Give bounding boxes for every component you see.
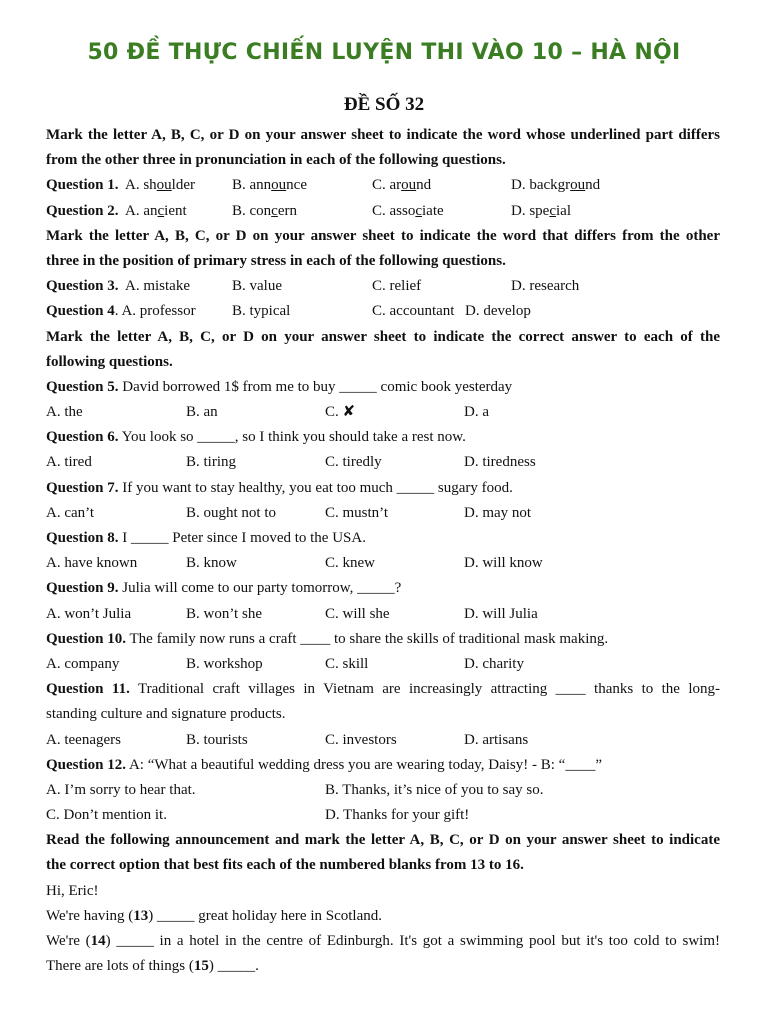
question-5: [46, 375, 720, 400]
question-11-line2: standing culture and signature products.: [46, 706, 286, 723]
question-label: Question 1.: [46, 177, 119, 194]
passage-line-15: There are lots of things (15) _____.: [46, 958, 259, 975]
option-b: B. announce: [232, 177, 307, 194]
question-text: The family now runs a craft ____ to share the skills of traditional mask making.: [126, 630, 609, 647]
option-d: D. charity: [464, 655, 524, 672]
section1-instruction-line1: Mark the letter A, B, C, or D on your answer sheet to indicate the word whose underlined part differs: [46, 127, 720, 143]
option-d: D. Thanks for your gift!: [325, 807, 470, 824]
section4-instruction-line1: Read the following announcement and mark the letter A, B, C, or D on your answer sheet to indicate: [46, 832, 720, 849]
option-b: B. know: [186, 555, 237, 572]
option-a: A. won’t Julia: [46, 605, 132, 622]
option-a: A. mistake: [125, 278, 190, 295]
passage-line-13: We're having (13) _____ great holiday here in Scotland.: [46, 907, 382, 924]
question-6: [46, 425, 720, 450]
option-a: A. teenagers: [46, 731, 121, 748]
question-11: [46, 677, 720, 702]
question-10: [46, 627, 720, 652]
question-text: Julia will come to our party tomorrow, _____?: [118, 580, 402, 597]
question-text: If you want to stay healthy, you eat too much _____ sugary food.: [118, 479, 513, 496]
question-1: [46, 173, 720, 198]
option-c: C. skill: [325, 655, 369, 672]
question-12-options-cd: [46, 803, 720, 828]
question-9-options: [46, 602, 720, 627]
option-a: A. company: [46, 655, 120, 672]
option-a: A. shoulder: [125, 177, 195, 194]
option-d: D. background: [511, 177, 601, 194]
question-label: Question 5.: [46, 378, 119, 395]
exam-body: [46, 123, 720, 979]
option-b: B. won’t she: [186, 605, 262, 622]
question-2: [46, 199, 720, 224]
option-b: B. workshop: [186, 655, 263, 672]
option-b: B. Thanks, it’s nice of you to say so.: [325, 781, 544, 798]
option-a: A. I’m sorry to hear that.: [46, 781, 196, 798]
question-9: [46, 576, 720, 601]
option-c: C. tiredly: [325, 454, 382, 471]
option-d: D. may not: [464, 504, 532, 521]
option-d: D. develop: [465, 303, 531, 320]
question-label: Question 10.: [46, 630, 127, 647]
question-label: Question 11.: [46, 681, 130, 698]
question-6-options: [46, 450, 720, 475]
option-a: A. tired: [46, 454, 92, 471]
option-b: B. tourists: [186, 731, 248, 748]
passage-line-14: We're (14) _____ in a hotel in the centre of Edinburgh. It's got a swimming pool but it's too cold to swim!: [46, 933, 721, 949]
option-c: C. associate: [372, 202, 444, 219]
passage-greeting: Hi, Eric!: [46, 882, 99, 899]
option-b: B. tiring: [186, 454, 237, 471]
option-d: D. research: [511, 278, 580, 295]
question-label: Question 12.: [46, 756, 127, 773]
option-c: C. investors: [325, 731, 397, 748]
option-b: B. value: [232, 278, 282, 295]
option-c: C. around: [372, 177, 432, 194]
option-a: . A. professor: [114, 303, 196, 320]
question-label: Question 4: [46, 303, 115, 320]
question-label: Question 7.: [46, 479, 119, 496]
option-d: D. a: [464, 404, 489, 421]
question-12: [46, 753, 720, 778]
option-a: A. ancient: [125, 202, 187, 219]
question-label: Question 8.: [46, 530, 119, 546]
section2-instruction-line1: Mark the letter A, B, C, or D on your answer sheet to indicate the word that differs from the other: [46, 227, 720, 244]
option-c: C. ✘: [325, 404, 356, 421]
section4-instruction-line2: the correct option that best fits each of the numbered blanks from 13 to 16.: [46, 857, 524, 874]
document-header-title: 50 ĐỀ THỰC CHIẾN LUYỆN THI VÀO 10 – HÀ NỘI: [87, 40, 681, 65]
option-a: A. the: [46, 404, 83, 421]
option-d: D. artisans: [464, 731, 529, 748]
question-4: [46, 299, 720, 324]
exam-number: ĐỀ SỐ 32: [343, 94, 425, 115]
option-c: C. Don’t mention it.: [46, 807, 167, 824]
option-b: B. typical: [232, 303, 291, 320]
question-10-options: [46, 652, 720, 677]
option-b: B. an: [186, 404, 218, 421]
option-d: D. will know: [464, 555, 543, 572]
option-c: C. relief: [372, 278, 422, 295]
question-text: You look so _____, so I think you should take a rest now.: [118, 429, 466, 446]
question-3: [46, 274, 720, 299]
question-text: I _____ Peter since I moved to the USA.: [118, 530, 366, 546]
option-a: A. can’t: [46, 504, 95, 521]
question-label: Question 2.: [46, 202, 119, 219]
question-text: David borrowed 1$ from me to buy _____ comic book yesterday: [118, 378, 513, 395]
section1-instruction-line2: from the other three in pronunciation in each of the following questions.: [46, 152, 506, 169]
section3-instruction-line1: Mark the letter A, B, C, or D on your answer sheet to indicate the correct answer to each of the: [46, 328, 720, 345]
question-12-options-ab: [46, 778, 720, 803]
question-7: [46, 476, 720, 501]
option-c: C. knew: [325, 555, 375, 572]
option-d: D. special: [511, 202, 571, 219]
option-d: D. will Julia: [464, 605, 538, 622]
question-text-line1: Traditional craft villages in Vietnam are increasingly attracting ____ thanks to the long-: [129, 681, 720, 698]
question-5-options: [46, 400, 720, 425]
question-7-options: [46, 501, 720, 526]
question-8: [46, 526, 720, 551]
section3-instruction-line2: following questions.: [46, 353, 173, 370]
question-text: A: “What a beautiful wedding dress you are wearing today, Daisy! - B: “____”: [126, 756, 602, 773]
question-label: Question 9.: [46, 580, 119, 597]
question-8-options: [46, 551, 720, 576]
section2-instruction-line2: three in the position of primary stress in each of the following questions.: [46, 252, 506, 269]
option-c: C. mustn’t: [325, 504, 389, 521]
option-b: B. concern: [232, 202, 297, 219]
option-d: D. tiredness: [464, 454, 536, 471]
option-b: B. ought not to: [186, 504, 277, 521]
option-c: C. will she: [325, 605, 390, 622]
question-label: Question 6.: [46, 429, 119, 446]
question-11-options: [46, 728, 720, 753]
option-a: A. have known: [46, 555, 138, 572]
question-label: Question 3.: [46, 278, 119, 295]
option-c: C. accountant: [372, 303, 455, 320]
